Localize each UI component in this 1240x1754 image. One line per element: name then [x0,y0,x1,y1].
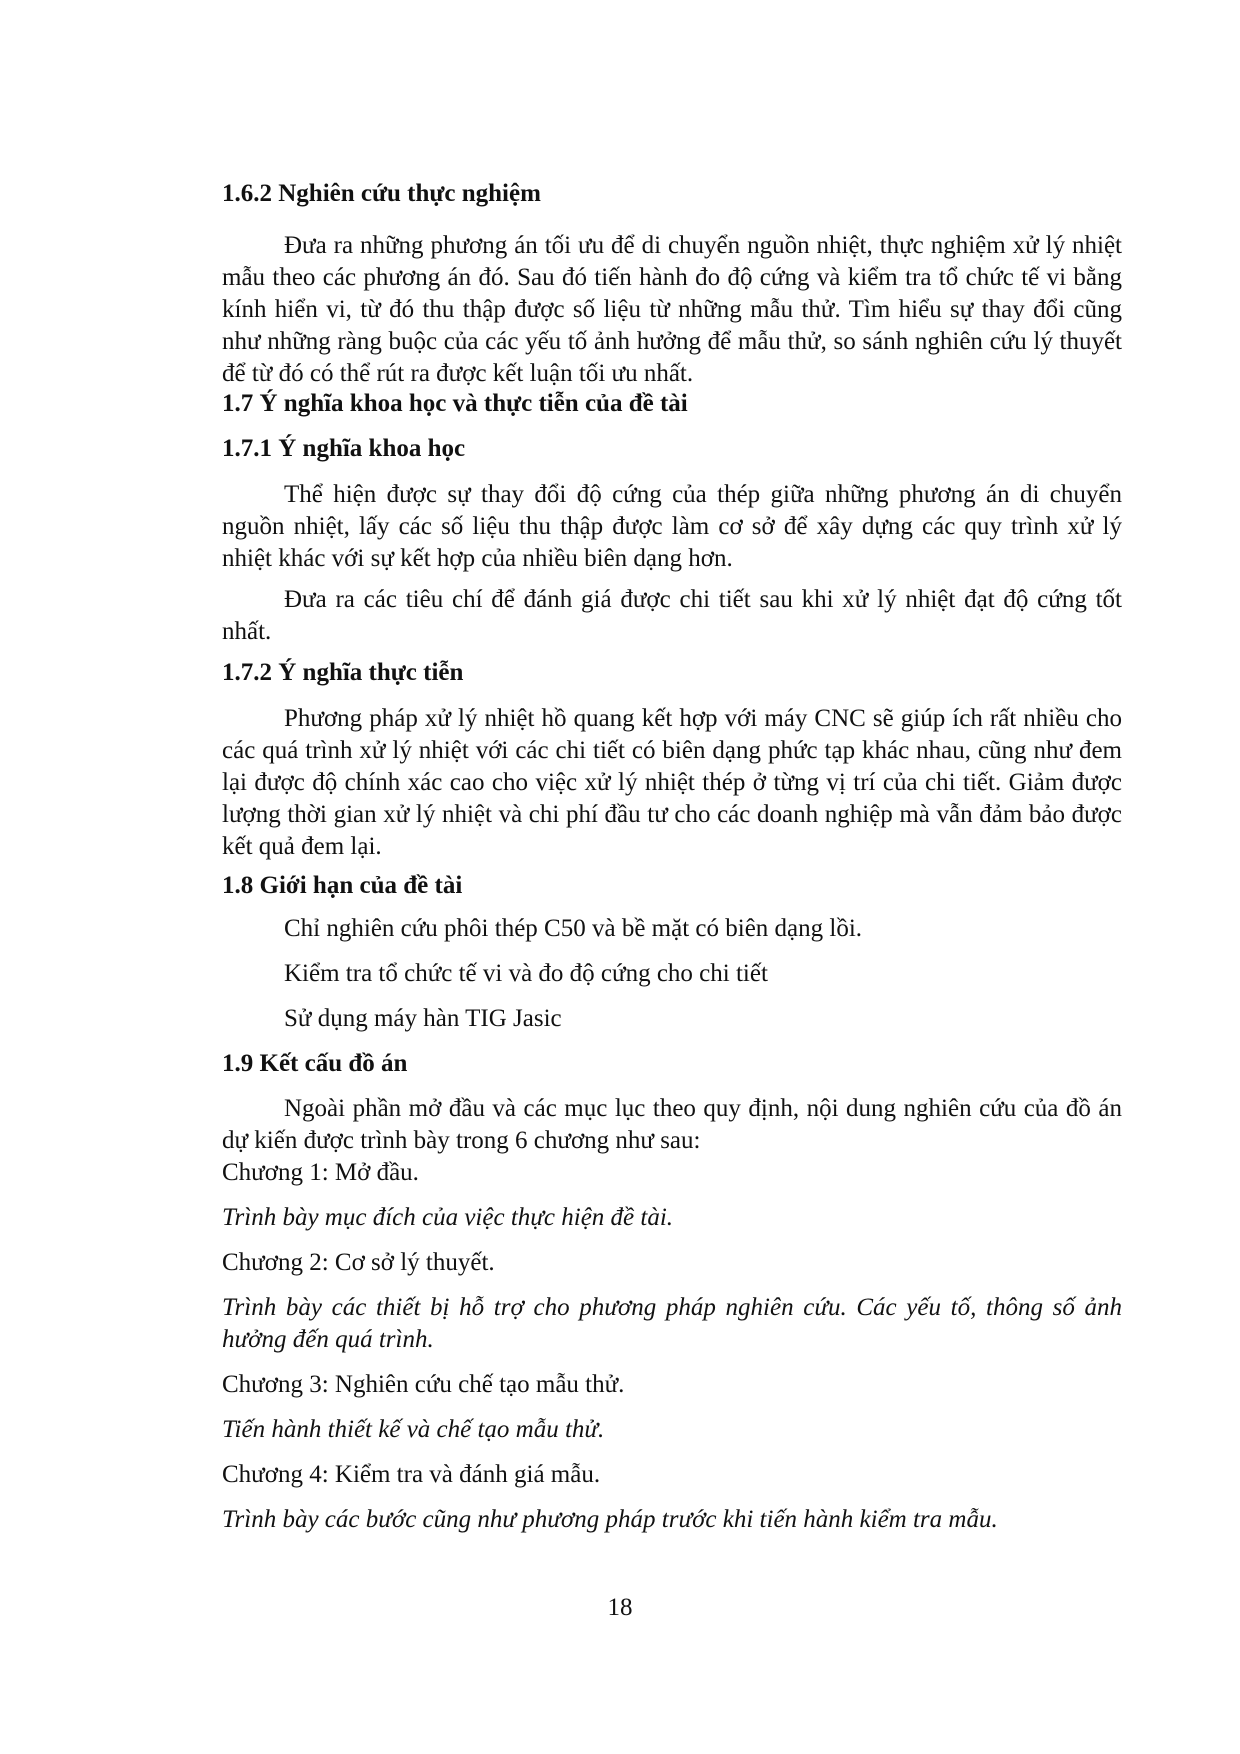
paragraph-scientific-meaning-1: Thể hiện được sự thay đổi độ cứng của thép giữa những phương án di chuyển nguồn nhiệt, lấy các số liệu thu thập được làm cơ sở để xây dựng các quy trình xử lý nhiệt khác với sự kết hợp của nhiều biên dạng hơn. [222,481,1122,572]
heading-1-7: 1.7 Ý nghĩa khoa học và thực tiễn của đề tài [222,390,688,417]
chapter-1-desc: Trình bày mục đích của việc thực hiện đề tài. [222,1204,674,1231]
chapter-3-desc: Tiến hành thiết kế và chế tạo mẫu thử. [222,1416,605,1443]
chapter-4-title: Chương 4: Kiểm tra và đánh giá mẫu. [222,1461,601,1488]
limit-item: Chỉ nghiên cứu phôi thép C50 và bề mặt có biên dạng lồi. [284,915,863,942]
paragraph-structure-intro: Ngoài phần mở đầu và các mục lục theo quy định, nội dung nghiên cứu của đồ án dự kiến được trình bày trong 6 chương như sau: [222,1095,1122,1154]
limit-item: Sử dụng máy hàn TIG Jasic [284,1005,562,1032]
heading-1-9: 1.9 Kết cấu đồ án [222,1050,408,1077]
paragraph-scientific-meaning-2: Đưa ra các tiêu chí để đánh giá được chi tiết sau khi xử lý nhiệt đạt độ cứng tốt nhất. [222,586,1122,645]
heading-1-6-2: 1.6.2 Nghiên cứu thực nghiệm [222,180,541,207]
chapter-2-title: Chương 2: Cơ sở lý thuyết. [222,1249,495,1276]
paragraph-practical-meaning: Phương pháp xử lý nhiệt hồ quang kết hợp với máy CNC sẽ giúp ích rất nhiều cho các quá trình xử lý nhiệt với các chi tiết có biên dạng phức tạp khác nhau, cũng như đem lại được độ chính xác cao cho việc xử lý nhiệt thép ở từng vị trí của chi tiết. Giảm được lượng thời gian xử lý nhiệt và chi phí đầu tư cho các doanh nghiệp mà vẫn đảm bảo được kết quả đem lại. [222,705,1122,860]
page-number: 18 [607,1594,633,1621]
limit-item: Kiểm tra tổ chức tế vi và đo độ cứng cho chi tiết [284,960,768,987]
paragraph-experimental-research: Đưa ra những phương án tối ưu để di chuyển nguồn nhiệt, thực nghiệm xử lý nhiệt mẫu theo các phương án đó. Sau đó tiến hành đo độ cứng và kiểm tra tổ chức tế vi bằng kính hiển vi, từ đó thu thập được số liệu từ những mẫu thử. Tìm hiểu sự thay đổi cũng như những ràng buộc của các yếu tố ảnh hưởng để mẫu thử, so sánh nghiên cứu lý thuyết để từ đó có thể rút ra được kết luận tối ưu nhất. [222,232,1122,387]
heading-1-8: 1.8 Giới hạn của đề tài [222,872,463,899]
chapter-3-title: Chương 3: Nghiên cứu chế tạo mẫu thử. [222,1371,625,1398]
chapter-2-desc: Trình bày các thiết bị hỗ trợ cho phương pháp nghiên cứu. Các yếu tố, thông số ảnh hưởng đến quá trình. [222,1294,1122,1353]
chapter-4-desc: Trình bày các bước cũng như phương pháp trước khi tiến hành kiểm tra mẫu. [222,1506,998,1533]
heading-1-7-1: 1.7.1 Ý nghĩa khoa học [222,435,466,462]
chapter-1-title: Chương 1: Mở đầu. [222,1159,419,1186]
heading-1-7-2: 1.7.2 Ý nghĩa thực tiễn [222,659,464,686]
